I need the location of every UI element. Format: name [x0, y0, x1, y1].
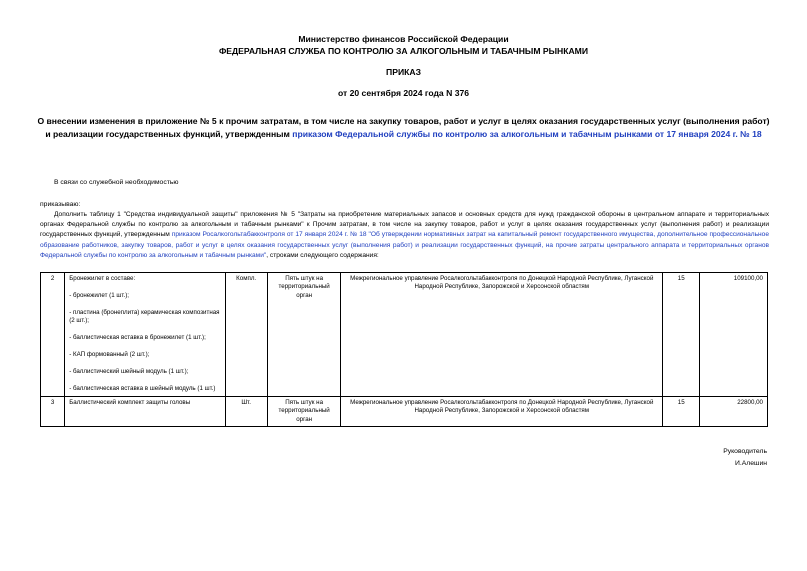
list-item: - пластина (бронеплита) керамическая композитная (2 шт.);: [69, 309, 220, 325]
norm-cell: Пять штук на территориальный орган: [267, 396, 341, 426]
document-date-number: от 20 сентября 2024 года N 376: [337, 88, 470, 98]
paragraph-link[interactable]: приказом Росалкогольтабакконтроля от 17 января 2024 г. № 18 "Об утверждении нормативных затрат на капитальный ремонт государственного имущества, дополнительное профессиональное образование работников, закупку товаров, работ и услуг в целях оказания государственных услуг (выполнения работ) и реализации государственных функций, на прочие затраты центрального аппарата и территориальных органов Федеральной службы по контролю за алкогольным и табачным рынками": [40, 231, 769, 259]
list-item: - бронежилет (1 шт.);: [69, 292, 130, 299]
item-name-cell: [65, 396, 225, 426]
list-item: - баллистическая вставка в бронежилет (1 шт.);: [69, 334, 206, 342]
list-item: Баллистический комплект защиты головы: [69, 398, 191, 406]
supplement-table: [40, 272, 768, 427]
price-cell: 109100,00: [700, 273, 768, 397]
term-cell: 15: [663, 396, 700, 426]
ordered-text: приказываю:: [40, 201, 81, 208]
document-type: ПРИКАЗ: [386, 67, 421, 77]
main-paragraph: [40, 210, 769, 261]
ministry-name: Министерство финансов Российской Федерации: [298, 34, 509, 44]
organization-cell: Межрегиональное управление Росалкогольтабакконтроля по Донецкой Народной Республике, Луганской Народной Республике, Запорожской и Херсонской областям: [341, 396, 663, 426]
term-cell: 15: [663, 273, 700, 397]
paragraph-text-1: Дополнить таблицу 1 "Средства индивидуальной защиты" приложения № 5 "Затраты на приобретение материальных запасов и основных средств для нужд гражданской обороны в центральном аппарате и территориальных органах Федеральной службы по контролю за алкогольным и табачным рынками" к Прочим затратам, в том числе на закупку товаров, работ и услуг в целях оказания государственных услуг (выполнения работ) и реализации государственных функций, утвержденным: [40, 211, 769, 239]
signature-position: Руководитель: [723, 448, 767, 455]
table-row: [41, 273, 768, 397]
title-link[interactable]: приказом Федеральной службы по контролю за алкогольным и табачным рынками от 17 января 2024 г. № 18: [292, 128, 762, 139]
table-row: [41, 396, 768, 426]
list-item: - КАП формованный (2 шт.);: [69, 351, 150, 359]
list-item: Бронежилет в составе:: [69, 275, 136, 282]
list-item: - баллистический шейный модуль (1 шт.);: [69, 368, 189, 376]
intro-text: В связи со служебной необходимостью: [54, 179, 179, 186]
unit-cell: Компл.: [225, 273, 267, 397]
organization-cell: Межрегиональное управление Росалкогольтабакконтроля по Донецкой Народной Республике, Луганской Народной Республике, Запорожской и Херсонской областям: [341, 273, 663, 397]
signature-name: И.Алешин: [734, 460, 767, 467]
norm-cell: Пять штук на территориальный орган: [267, 273, 341, 397]
title-text: О внесении изменения в приложение № 5 к прочим затратам, в том числе на закупку товаров, работ и услуг в целях оказания государственных услуг (выполнения работ) и реализации государственных функций, утвержденным: [37, 116, 770, 139]
unit-cell: Шт.: [225, 396, 267, 426]
paragraph-text-2: , строками следующего содержания:: [266, 251, 379, 259]
list-item: - баллистическая вставка в шейный модуль (1 шт.): [69, 385, 216, 393]
row-number: 2: [41, 273, 65, 397]
item-name-cell: [65, 273, 225, 397]
price-cell: 22800,00: [700, 396, 768, 426]
document-title: [36, 115, 771, 140]
service-name: ФЕДЕРАЛЬНАЯ СЛУЖБА ПО КОНТРОЛЮ ЗА АЛКОГОЛЬНЫМ И ТАБАЧНЫМ РЫНКАМИ: [218, 46, 589, 56]
row-number: 3: [41, 396, 65, 426]
